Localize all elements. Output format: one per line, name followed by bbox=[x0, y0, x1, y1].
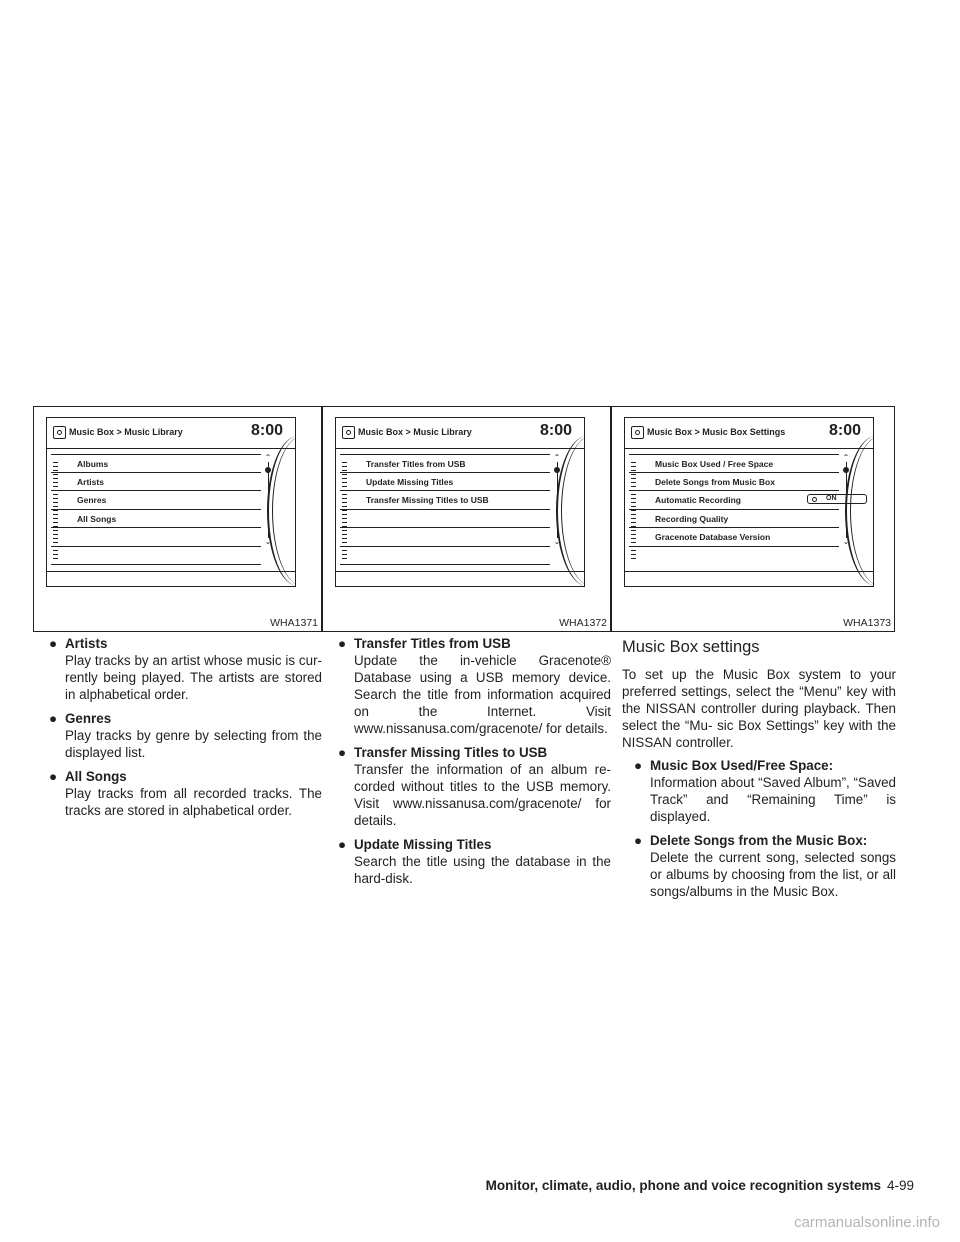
list-item bbox=[338, 744, 611, 829]
music-box-icon bbox=[53, 426, 66, 439]
item-title: Update Missing Titles bbox=[354, 837, 492, 852]
scroll-down-icon: ⌄ bbox=[842, 537, 850, 546]
menu-row-label: Transfer Titles from USB bbox=[366, 459, 466, 469]
menu-row-label: All Songs bbox=[77, 513, 117, 524]
menu-row bbox=[340, 510, 550, 529]
column-left bbox=[49, 635, 322, 826]
screen-footer bbox=[336, 571, 584, 586]
menu-row[interactable] bbox=[340, 454, 550, 473]
figure-code: WHA1372 bbox=[559, 617, 607, 629]
screen-footer bbox=[625, 571, 873, 586]
item-description: Transfer the information of an album re- corded without titles to the USB memory. Visit www.nissanusa.com/gracenote/ for details. bbox=[354, 762, 611, 828]
bullet-icon: ● bbox=[338, 745, 347, 760]
footer-chapter-title: Monitor, climate, audio, phone and voice recognition systems bbox=[485, 1178, 881, 1193]
scroll-down-icon: ⌄ bbox=[264, 537, 272, 546]
toggle-indicator-icon bbox=[812, 497, 817, 502]
menu-row-label: Update Missing Titles bbox=[366, 476, 454, 487]
column-middle bbox=[338, 635, 611, 894]
menu-row[interactable] bbox=[51, 473, 261, 492]
screen-clock: 8:00 bbox=[539, 422, 572, 439]
item-description: Search the title using the database in the hard-disk. bbox=[354, 854, 611, 886]
list-item bbox=[634, 832, 896, 900]
list-item bbox=[338, 836, 611, 887]
item-title: Genres bbox=[65, 711, 112, 726]
item-description: Update the in-vehicle Gracenote® Database using a USB memory device. Search the title from information acquired on the Internet. Visit www.nissanusa.com/gracenote/ for details. bbox=[354, 653, 611, 736]
screen-title: Music Box > Music Library bbox=[358, 427, 472, 437]
screen-display bbox=[46, 417, 296, 587]
item-description: Delete the current song, selected songs or albums by choosing from the list, or all songs/albums in the Music Box. bbox=[650, 850, 896, 899]
item-title: Transfer Missing Titles to USB bbox=[354, 745, 548, 760]
menu-row-label: Delete Songs from Music Box bbox=[655, 476, 775, 487]
menu-row[interactable] bbox=[51, 491, 261, 510]
menu-row[interactable] bbox=[629, 491, 839, 510]
scroll-thumb[interactable] bbox=[554, 467, 560, 473]
figure-music-box-settings bbox=[611, 406, 895, 632]
item-description: Play tracks from all recorded tracks. The tracks are stored in alphabetical order. bbox=[65, 786, 322, 818]
column-right bbox=[622, 637, 896, 907]
item-description: Play tracks by an artist whose music is cur- rently being played. The artists are stored in alphabetical order. bbox=[65, 653, 322, 702]
section-heading: Music Box settings bbox=[622, 638, 760, 656]
menu-row-label: Artists bbox=[77, 476, 104, 487]
page-number: 4-99 bbox=[886, 1178, 914, 1193]
bullet-icon: ● bbox=[49, 711, 58, 726]
screen-footer bbox=[47, 571, 295, 586]
menu-row bbox=[51, 528, 261, 547]
menu-row bbox=[340, 528, 550, 547]
figure-music-library-transfer bbox=[322, 406, 611, 632]
menu-row[interactable] bbox=[629, 510, 839, 529]
list-item bbox=[49, 710, 322, 761]
list-item bbox=[49, 635, 322, 703]
scroll-up-icon: ⌃ bbox=[842, 453, 850, 462]
menu-row-label: Automatic Recording bbox=[655, 495, 741, 505]
menu-row-label: Music Box Used / Free Space bbox=[655, 459, 774, 469]
menu-row-label: Gracenote Database Version bbox=[655, 532, 771, 542]
screen-header bbox=[625, 418, 873, 449]
menu-row[interactable] bbox=[629, 528, 839, 547]
item-title: Delete Songs from the Music Box: bbox=[650, 833, 868, 848]
scroll-thumb[interactable] bbox=[843, 467, 849, 473]
bullet-icon: ● bbox=[338, 837, 347, 852]
scroll-down-icon: ⌄ bbox=[553, 537, 561, 546]
screen-display bbox=[335, 417, 585, 587]
menu-row[interactable] bbox=[340, 473, 550, 492]
list-item bbox=[338, 635, 611, 737]
screen-display bbox=[624, 417, 874, 587]
menu-list bbox=[629, 454, 839, 547]
item-description: Information about “Saved Album”, “Saved Track” and “Remaining Time” is displayed. bbox=[650, 775, 896, 824]
screen-title: Music Box > Music Library bbox=[69, 427, 183, 437]
menu-row-label: Genres bbox=[77, 495, 107, 505]
menu-list bbox=[51, 454, 261, 565]
toggle-label: ON bbox=[826, 495, 837, 502]
bullet-icon: ● bbox=[634, 833, 643, 848]
menu-row bbox=[340, 547, 550, 566]
item-title: Transfer Titles from USB bbox=[354, 636, 511, 651]
watermark: carmanualsonline.info bbox=[794, 1214, 940, 1231]
bullet-icon: ● bbox=[49, 769, 58, 784]
screen-clock: 8:00 bbox=[250, 422, 283, 439]
scroll-up-icon: ⌃ bbox=[553, 453, 561, 462]
figure-code: WHA1373 bbox=[843, 617, 891, 629]
music-box-icon bbox=[342, 426, 355, 439]
bullet-icon: ● bbox=[338, 636, 347, 651]
item-description: Play tracks by genre by selecting from the displayed list. bbox=[65, 728, 322, 760]
scroll-thumb[interactable] bbox=[265, 467, 271, 473]
screen-header bbox=[47, 418, 295, 449]
menu-row-label: Transfer Missing Titles to USB bbox=[366, 495, 489, 505]
menu-row[interactable] bbox=[340, 491, 550, 510]
page-footer bbox=[486, 1178, 914, 1193]
figure-code: WHA1371 bbox=[270, 617, 318, 629]
item-title: Artists bbox=[65, 636, 108, 651]
item-title: All Songs bbox=[65, 769, 127, 784]
menu-row[interactable] bbox=[51, 510, 261, 529]
menu-row bbox=[51, 547, 261, 566]
screen-title: Music Box > Music Box Settings bbox=[647, 427, 786, 437]
menu-row-label: Albums bbox=[77, 459, 109, 469]
music-box-icon bbox=[631, 426, 644, 439]
list-item bbox=[634, 757, 896, 825]
menu-row[interactable] bbox=[629, 473, 839, 492]
screen-clock: 8:00 bbox=[828, 422, 861, 439]
scroll-up-icon: ⌃ bbox=[264, 453, 272, 462]
bullet-icon: ● bbox=[49, 636, 58, 651]
menu-row-label: Recording Quality bbox=[655, 513, 729, 524]
section-intro: To set up the Music Box system to your preferred settings, select the “Menu” key with the NISSAN controller during playback. Then select the “Mu- sic Box Settings” key with the NISSAN controller. bbox=[622, 667, 896, 750]
bullet-icon: ● bbox=[634, 758, 643, 773]
menu-list bbox=[340, 454, 550, 565]
figure-music-library bbox=[33, 406, 322, 632]
menu-row[interactable] bbox=[51, 454, 261, 473]
list-item bbox=[49, 768, 322, 819]
menu-row[interactable] bbox=[629, 454, 839, 473]
item-title: Music Box Used/Free Space: bbox=[650, 758, 834, 773]
screen-header bbox=[336, 418, 584, 449]
